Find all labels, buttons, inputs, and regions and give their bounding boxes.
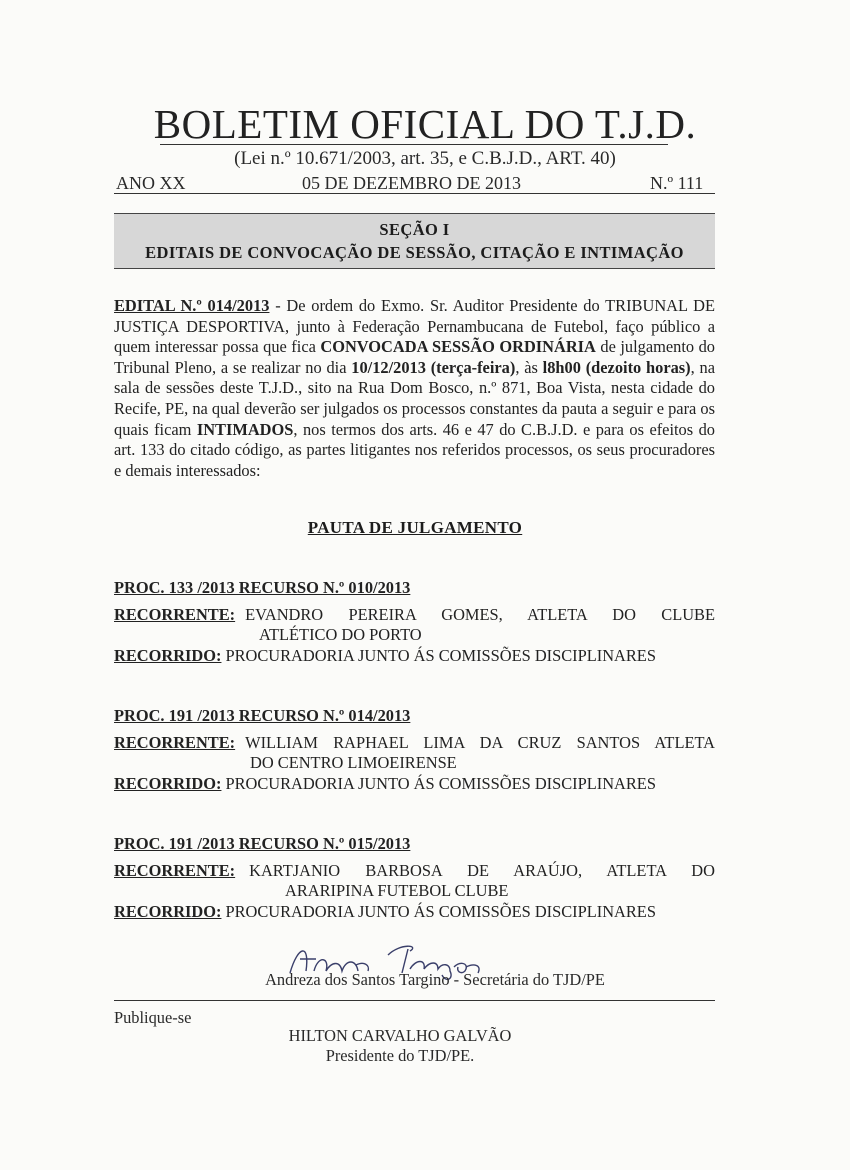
case-header: PROC. 191 /2013 RECURSO N.º 014/2013 [114, 706, 411, 725]
recorrido-label: RECORRIDO: [114, 773, 222, 793]
section-subtitle: EDITAIS DE CONVOCAÇÃO DE SESSÃO, CITAÇÃO E INTIMAÇÃO [145, 243, 684, 262]
recorrente-value: KARTJANIO BARBOSA DE ARAÚJO, ATLETA DO [249, 860, 715, 880]
edital-reference: EDITAL N.º 014/2013 [114, 296, 270, 315]
header-divider [114, 193, 715, 194]
recorrente-row [114, 861, 715, 882]
edital-text-2: de julgamento do Tribunal Pleno, a se realizar no dia [114, 337, 715, 377]
case-block [114, 706, 715, 794]
edital-paragraph [114, 296, 715, 481]
recorrido-row [114, 902, 715, 923]
president-block [0, 1026, 800, 1066]
case-block [114, 834, 715, 922]
edital-text-3: , às [515, 357, 543, 377]
edital-bold-date: 10/12/2013 (terça-feira) [351, 357, 516, 377]
edital-text-1: - De ordem do Exmo. Sr. Auditor Presidente do TRIBUNAL DE JUSTIÇA DESPORTIVA, junto à Federação Pernambucana de Futebol, faço público a quem interessar possa que fica [114, 296, 715, 357]
recorrido-row [114, 774, 715, 795]
recorrente-value: EVANDRO PEREIRA GOMES, ATLETA DO CLUBE [245, 604, 715, 624]
recorrido-value: PROCURADORIA JUNTO ÁS COMISSÕES DISCIPLINARES [225, 901, 656, 921]
case-block [114, 578, 715, 666]
pauta-title: PAUTA DE JULGAMENTO [307, 518, 523, 537]
recorrente-row [114, 733, 715, 754]
publique-se-label: Publique-se [114, 1008, 192, 1027]
edital-bold-session: CONVOCADA SESSÃO ORDINÁRIA [320, 337, 596, 357]
issue-number: N.º 111 [650, 173, 704, 193]
footer-divider [114, 1000, 715, 1001]
recorrente-label: RECORRENTE: [114, 604, 236, 624]
recorrente-continuation: ARARIPINA FUTEBOL CLUBE [285, 881, 509, 901]
recorrente-label: RECORRENTE: [114, 732, 236, 752]
section-title: SEÇÃO I [379, 220, 450, 239]
legal-reference: (Lei n.º 10.671/2003, art. 35, e C.B.J.D., ART. 40) [234, 148, 616, 169]
recorrente-label: RECORRENTE: [114, 860, 236, 880]
recorrido-label: RECORRIDO: [114, 645, 222, 665]
edital-text-4: , na sala de sessões deste T.J.D., sito na Rua Dom Bosco, n.º 871, Boa Vista, nesta cidade do Recife, PE, na qual deverão ser julgados os processos constantes da pauta a seguir e para os quais ficam [114, 357, 715, 439]
president-title: Presidente do TJD/PE. [325, 1046, 475, 1065]
section-banner [114, 213, 715, 269]
case-header: PROC. 133 /2013 RECURSO N.º 010/2013 [114, 578, 411, 597]
recorrido-label: RECORRIDO: [114, 901, 222, 921]
issue-date: 05 DE DEZEMBRO DE 2013 [302, 173, 521, 193]
president-name: HILTON CARVALHO GALVÃO [288, 1026, 512, 1045]
recorrente-value: WILLIAM RAPHAEL LIMA DA CRUZ SANTOS ATLETA [245, 732, 715, 752]
recorrente-row [114, 605, 715, 626]
case-header: PROC. 191 /2013 RECURSO N.º 015/2013 [114, 834, 411, 853]
recorrido-value: PROCURADORIA JUNTO ÁS COMISSÕES DISCIPLINARES [225, 773, 656, 793]
signatory-line: Andreza dos Santos Targino - Secretária do TJD/PE [265, 970, 605, 989]
year-label: ANO XX [116, 173, 186, 193]
recorrido-value: PROCURADORIA JUNTO ÁS COMISSÕES DISCIPLINARES [225, 645, 656, 665]
recorrente-continuation: DO CENTRO LIMOEIRENSE [250, 753, 457, 773]
edital-text-5: , nos termos dos arts. 46 e 47 do C.B.J.D. e para os efeitos do art. 133 do citado código, as partes litigantes nos referidos processos, os seus procuradores e demais interessados: [114, 419, 715, 480]
bulletin-title: BOLETIM OFICIAL DO T.J.D. [153, 101, 697, 147]
edital-bold-time: l8h00 (dezoito horas) [542, 357, 691, 377]
edital-bold-intimados: INTIMADOS [196, 419, 294, 439]
recorrido-row [114, 646, 715, 667]
recorrente-continuation: ATLÉTICO DO PORTO [259, 625, 422, 645]
title-underline [160, 144, 668, 145]
